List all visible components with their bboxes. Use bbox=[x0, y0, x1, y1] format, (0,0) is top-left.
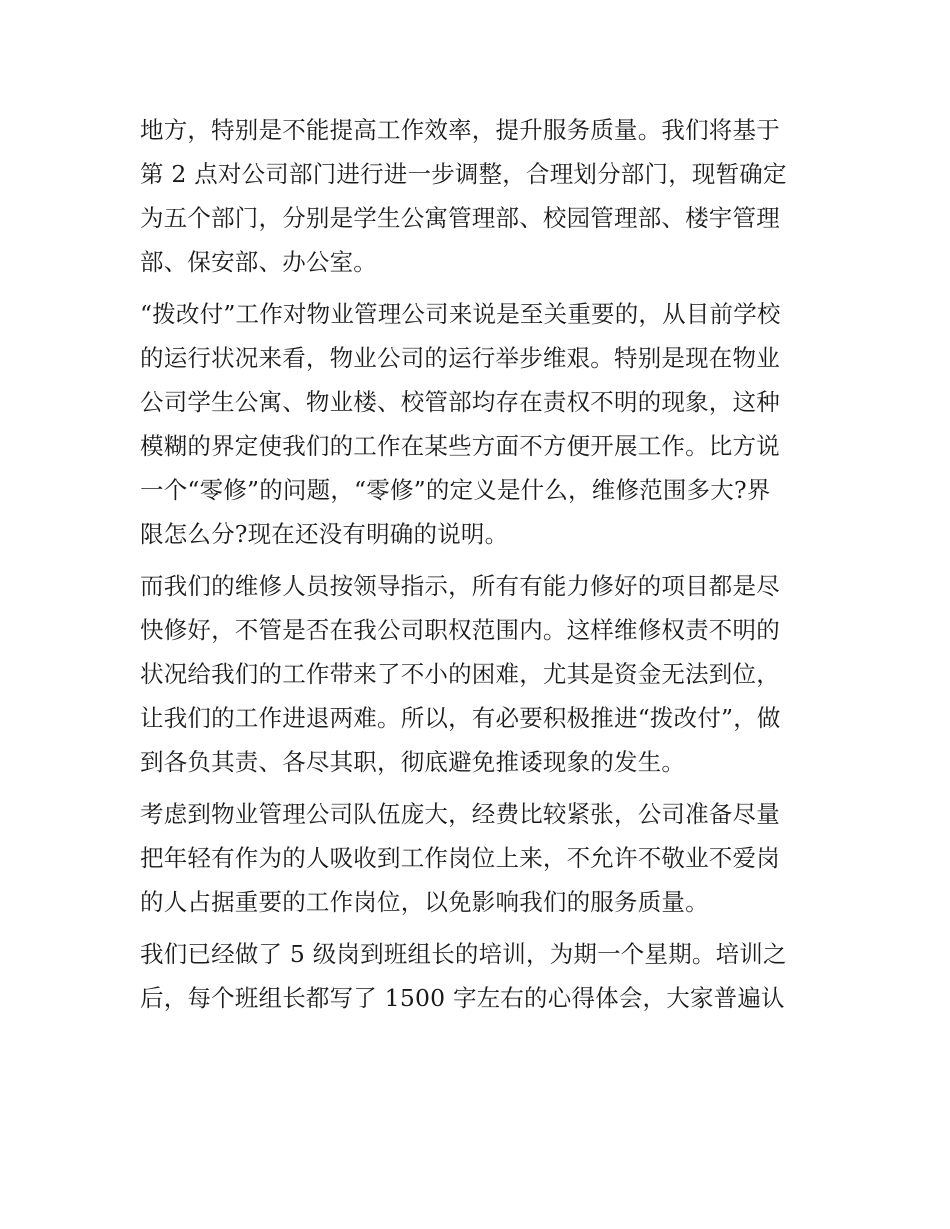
text-line: 让我们的工作进退两难。所以，有必要积极推进“拨改付”，做 bbox=[140, 704, 781, 732]
document-body bbox=[140, 108, 815, 1020]
text-line: 到各负其责、各尽其职，彻底避免推诿现象的发生。 bbox=[140, 748, 686, 776]
text-line: 为五个部门，分别是学生公寓管理部、校园管理部、楼宇管理 bbox=[140, 204, 780, 232]
paragraph-gap bbox=[140, 784, 815, 792]
paragraph-bogaifu bbox=[140, 292, 815, 556]
text-line: 状况给我们的工作带来了不小的困难，尤其是资金无法到位， bbox=[140, 660, 780, 688]
paragraph-gap bbox=[140, 924, 815, 932]
text-line: “拨改付”工作对物业管理公司来说是至关重要的，从目前学校 bbox=[140, 300, 781, 328]
text-line: 考虑到物业管理公司队伍庞大，经费比较紧张，公司准备尽量 bbox=[140, 800, 780, 828]
paragraph-department-adjustment bbox=[140, 108, 815, 284]
paragraph-gap bbox=[140, 284, 815, 292]
paragraph-training bbox=[140, 932, 815, 1020]
text-line: 限怎么分?现在还没有明确的说明。 bbox=[140, 520, 509, 548]
text-line: 地方，特别是不能提高工作效率，提升服务质量。我们将基于 bbox=[140, 116, 780, 144]
paragraph-gap bbox=[140, 556, 815, 564]
text-line: 的运行状况来看，物业公司的运行举步维艰。特别是现在物业 bbox=[140, 344, 780, 372]
text-line: 的人占据重要的工作岗位，以免影响我们的服务质量。 bbox=[140, 888, 709, 916]
text-line: 部、保安部、办公室。 bbox=[140, 248, 377, 276]
text-line: 一个“零修”的问题，“零修”的定义是什么，维修范围多大?界 bbox=[140, 476, 771, 504]
text-line: 第 2 点对公司部门进行进一步调整，合理划分部门，现暂确定 bbox=[140, 160, 787, 188]
text-line: 我们已经做了 5 级岗到班组长的培训，为期一个星期。培训之 bbox=[140, 940, 787, 968]
text-line: 而我们的维修人员按领导指示，所有有能力修好的项目都是尽 bbox=[140, 572, 780, 600]
paragraph-staffing bbox=[140, 792, 815, 924]
text-line: 模糊的界定使我们的工作在某些方面不方便开展工作。比方说 bbox=[140, 432, 780, 460]
text-line: 公司学生公寓、物业楼、校管部均存在责权不明的现象，这种 bbox=[140, 388, 780, 416]
text-line: 快修好，不管是否在我公司职权范围内。这样维修权责不明的 bbox=[140, 616, 780, 644]
paragraph-maintenance bbox=[140, 564, 815, 784]
text-line: 后，每个班组长都写了 1500 字左右的心得体会，大家普遍认 bbox=[140, 984, 785, 1012]
text-line: 把年轻有作为的人吸收到工作岗位上来，不允许不敬业不爱岗 bbox=[140, 844, 780, 872]
